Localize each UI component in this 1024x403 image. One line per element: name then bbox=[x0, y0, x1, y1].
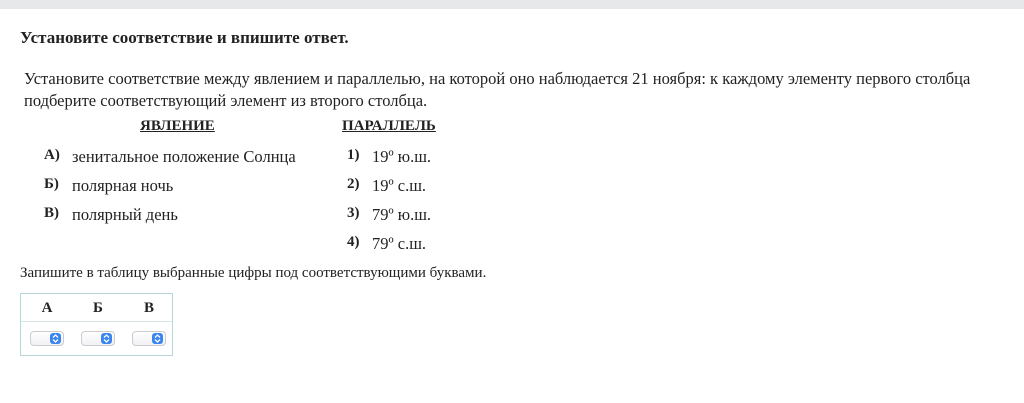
parallel-text: 79º с.ш. bbox=[372, 234, 427, 253]
column-title-parallel: ПАРАЛЛЕЛЬ bbox=[342, 118, 436, 134]
phenomenon-letter: А) bbox=[44, 147, 60, 163]
phenomenon-text: зенитальное положение Солнца bbox=[72, 147, 296, 166]
task-heading: Установите соответствие и впишите ответ. bbox=[20, 28, 349, 47]
answer-select-v[interactable] bbox=[132, 331, 166, 346]
top-bar bbox=[0, 0, 1024, 9]
column-title-phenomenon: ЯВЛЕНИЕ bbox=[140, 118, 215, 134]
answer-header-b: Б bbox=[93, 300, 103, 316]
answer-table bbox=[20, 293, 173, 356]
answer-instruction: Запишите в таблицу выбранные цифры под соответствующими буквами. bbox=[20, 265, 487, 281]
phenomenon-text: полярный день bbox=[72, 205, 178, 224]
parallel-text: 19º ю.ш. bbox=[372, 147, 432, 166]
parallel-number: 1) bbox=[347, 147, 360, 163]
parallel-number: 2) bbox=[347, 176, 360, 192]
table-divider bbox=[21, 321, 172, 322]
select-arrows-icon bbox=[152, 333, 163, 344]
answer-select-a[interactable] bbox=[30, 331, 64, 346]
select-arrows-icon bbox=[101, 333, 112, 344]
answer-header-a: А bbox=[41, 300, 53, 316]
select-arrows-icon bbox=[50, 333, 61, 344]
answer-header-v: В bbox=[143, 300, 154, 316]
parallel-number: 4) bbox=[347, 234, 360, 250]
parallel-text: 19º с.ш. bbox=[372, 176, 427, 195]
phenomenon-letter: Б) bbox=[44, 176, 59, 192]
phenomenon-text: полярная ночь bbox=[72, 176, 174, 195]
phenomenon-letter: В) bbox=[44, 205, 59, 221]
answer-select-b[interactable] bbox=[81, 331, 115, 346]
parallel-text: 79º ю.ш. bbox=[372, 205, 432, 224]
question-text: Установите соответствие между явлением и параллелью, на которой оно наблюдается 21 ноября: к каждому элементу первого столбца подберите соответствующий элемент из второго столбца. bbox=[24, 69, 971, 110]
parallel-number: 3) bbox=[347, 205, 360, 221]
